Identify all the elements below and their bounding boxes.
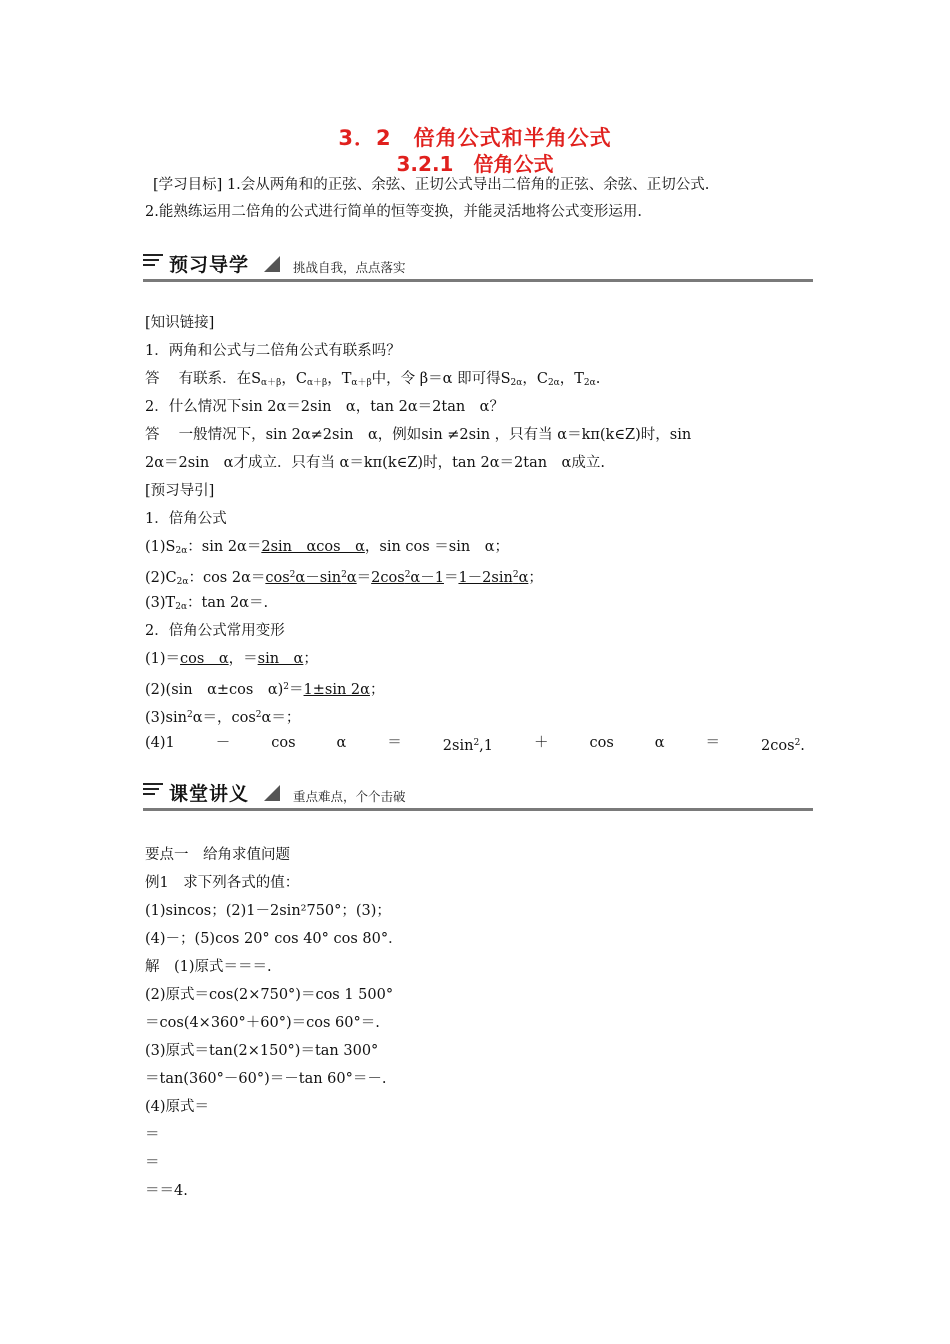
triangle-icon xyxy=(264,785,280,801)
formula-cos: $(2)C_{2\alpha}$：$\cos 2\alpha=\cos^2\alpha-\sin^2\alpha=2\cos^2\alpha-1=1-2\sin^2\alpha$； xyxy=(145,570,543,587)
example-1: 例1 求下列各式的值： xyxy=(145,875,300,891)
question-1: 1．两角和公式与二倍角公式有联系吗？ xyxy=(145,343,401,359)
answer-2-line2: 2α＝2sin α才成立．只有当 α＝kπ(k∈Z)时，tan 2α＝2tan α成立. xyxy=(145,455,605,471)
formula-tan: $(3)T_{2\alpha}$：tan 2α＝. xyxy=(145,595,269,612)
lesson-banner: 课堂讲义 重点难点，个个击破 xyxy=(143,779,813,811)
knowledge-link-label: [知识链接] xyxy=(145,315,215,331)
transform-4: (4)1 － cos α ＝ $2\sin^2,1$ ＋ cos α ＝ $2\cos^2$. xyxy=(145,735,805,754)
preview-banner: 预习导学 挑战自我，点点落实 xyxy=(143,250,813,282)
lines-icon xyxy=(143,783,163,801)
section-title: 3．2 倍角公式和半角公式 xyxy=(338,126,612,150)
preview-guide-label: [预习导引] xyxy=(145,483,215,499)
solution-3a: (3)原式＝tan(2×150°)＝tan 300° xyxy=(145,1043,379,1059)
transform-1: (1)＝cos α，＝sin α； xyxy=(145,651,318,667)
solution-4b: ＝ xyxy=(145,1127,160,1143)
double-angle-heading: 1．倍角公式 xyxy=(145,511,227,527)
answer-1: 答 有联系．在$S_{\alpha+\beta}$，$C_{\alpha+\beta}$，$T_{\alpha+\beta}$中，令 β＝α 即可得$S_{2\alpha}$，$C_{2\alpha}$，$T_{2\alpha}$. xyxy=(145,371,601,388)
transform-2: (2)(sin α±cos α)$^2$＝1±sin 2α； xyxy=(145,682,385,698)
solution-1: 解 (1)原式＝＝＝. xyxy=(145,959,272,975)
key-point-1: 要点一 给角求值问题 xyxy=(145,847,290,863)
question-2: 2．什么情况下sin 2α＝2sin α，tan 2α＝2tan α？ xyxy=(145,399,504,415)
learning-objectives: [学习目标] 1.会从两角和的正弦、余弦、正切公式导出二倍角的正弦、余弦、正切公式. 2.能熟练运用二倍角的公式进行简单的恒等变换，并能灵活地将公式变形运用. xyxy=(145,177,710,220)
answer-2-line1: 答 一般情况下，sin 2α≠2sin α，例如sin ≠2sin ，只有当 α＝kπ(k∈Z)时，sin xyxy=(145,427,692,443)
transform-heading: 2．倍角公式常用变形 xyxy=(145,623,285,639)
solution-2a: (2)原式＝cos(2×750°)＝cos 1 500° xyxy=(145,987,394,1003)
solution-4d: ＝＝4. xyxy=(145,1183,188,1199)
example-line-2: (4)－；(5)cos 20° cos 40° cos 80°． xyxy=(145,931,403,947)
example-line-1: (1)sincos；(2)1－2sin²750°；(3)； xyxy=(145,903,391,919)
formula-sin: $(1)S_{2\alpha}$：sin 2α＝2sin αcos α，sin cos ＝sin α； xyxy=(145,539,510,556)
triangle-icon xyxy=(264,256,280,272)
solution-3b: ＝tan(360°－60°)＝－tan 60°＝－. xyxy=(145,1071,387,1087)
transform-3: $(3)\sin^2\alpha=$，$\cos^2\alpha=$； xyxy=(145,710,301,726)
subsection-title: 3.2.1 倍角公式 xyxy=(396,152,554,176)
lines-icon xyxy=(143,254,163,272)
solution-4c: ＝ xyxy=(145,1155,160,1171)
solution-2b: ＝cos(4×360°＋60°)＝cos 60°＝. xyxy=(145,1015,380,1031)
solution-4a: (4)原式＝ xyxy=(145,1099,210,1115)
